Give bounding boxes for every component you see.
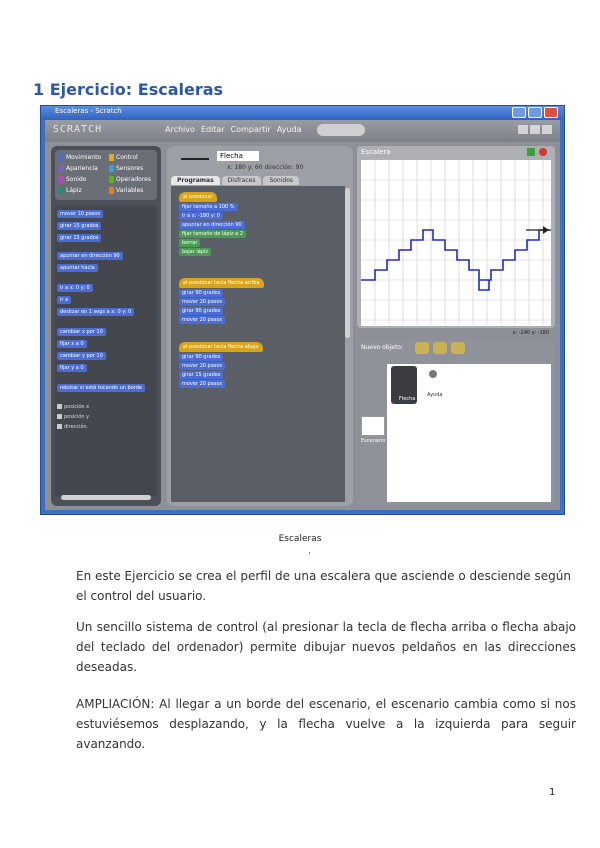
mouse-coords: x: -240 y: -180 [512,330,549,336]
script-block[interactable]: borrar [179,239,200,247]
random-sprite-icon[interactable] [451,342,465,354]
script-hat[interactable]: al presionar [179,192,217,202]
category-selector [55,150,157,200]
scripts-pane [171,186,345,502]
script-block[interactable]: mover 20 pasos [179,298,225,306]
sprite-direction: dirección: 90 [264,164,304,171]
script-block[interactable]: girar 15 grados [179,371,223,379]
caption-dot: · [308,549,311,559]
script-hat[interactable]: al presionar tecla flecha abajo [179,342,263,352]
menu-compartir[interactable]: Compartir [230,125,271,134]
block-palette [51,146,161,506]
stage-thumbnail-label: Escenario [361,438,386,444]
paragraph-control: Un sencillo sistema de control (al presionar la tecla de flecha arriba o flecha abajo del teclado del ordenador) permite dibujar nuevos peldaños en las direcciones deseadas. [76,620,576,674]
palette-block[interactable]: girar 15 grados [57,234,101,242]
tab-disfraces[interactable]: Disfraces [222,176,262,185]
palette-block[interactable]: ir a [57,296,71,304]
script-block[interactable]: girar 90 grados [179,307,223,315]
menu-bar [45,120,560,142]
presentation-icon[interactable] [542,125,552,134]
category-operadores[interactable]: Operadores [109,176,151,183]
palette-scrollbar[interactable] [61,495,151,500]
script-block[interactable]: girar 90 grados [179,353,223,361]
main-menu [165,125,302,134]
choose-sprite-icon[interactable] [433,342,447,354]
script-block[interactable]: mover 20 pasos [179,316,225,324]
script-block[interactable]: mover 20 pasos [179,380,225,388]
palette-block[interactable]: ir a x: 0 y: 0 [57,284,93,292]
checkbox-posicion-y[interactable]: posición y [57,414,89,420]
script-block[interactable]: apuntar en dirección 90 [179,221,245,229]
category-lapiz[interactable]: Lápiz [59,187,82,194]
scripts-area [167,146,353,506]
script-block[interactable]: girar 90 grados [179,289,223,297]
normal-stage-icon[interactable] [530,125,540,134]
window-titlebar [41,106,564,120]
palette-block[interactable]: mover 10 pasos [57,210,103,218]
category-variables[interactable]: Variables [109,187,143,194]
paint-sprite-icon[interactable] [415,342,429,354]
edit-tools[interactable] [317,124,365,136]
menu-archivo[interactable]: Archivo [165,125,195,134]
sprite-list [387,364,551,502]
small-stage-icon[interactable] [518,125,528,134]
palette-block[interactable]: apuntar en dirección 90 [57,252,123,260]
sprite-thumb-label: Flecha [399,396,416,402]
category-apariencia[interactable]: Apariencia [59,165,98,172]
script-block[interactable]: ir a x: -180 y: 0 [179,212,223,220]
category-sonido[interactable]: Sonido [59,176,86,183]
scratch-screenshot [40,105,565,515]
scratch-logo: SCRATCH [53,124,103,135]
stop-icon[interactable] [539,148,547,156]
stage-panel [357,146,555,328]
tab-programas[interactable]: Programas [171,176,220,185]
sprite-coords [227,164,303,171]
sprite-name-field[interactable]: Flecha [217,151,259,161]
stage-thumbnail[interactable] [361,416,385,436]
palette-block[interactable]: fijar y a 0 [57,364,87,372]
help-icon[interactable] [429,370,437,378]
menu-ayuda[interactable]: Ayuda [276,125,302,134]
minimize-icon[interactable] [512,107,526,118]
close-icon[interactable] [544,107,558,118]
script-block[interactable]: fijar tamaño a 100 % [179,203,238,211]
category-sensores[interactable]: Sensores [109,165,143,172]
palette-block[interactable]: cambiar x por 10 [57,328,106,336]
sprite-corral [357,340,555,506]
scripts-scrollbar[interactable] [345,188,350,338]
palette-block[interactable]: girar 15 grados [57,222,101,230]
category-movimiento[interactable]: Movimiento [59,154,101,161]
stage-canvas[interactable] [361,160,551,326]
page-number: 1 [549,787,556,798]
tab-sonidos[interactable]: Sonidos [263,176,299,185]
window-controls [512,107,558,118]
stage-title: Escalera [361,148,391,156]
palette-block[interactable]: rebotar si está tocando un borde [57,384,145,392]
section-heading: 1 Ejercicio: Escaleras [33,80,224,99]
paragraph-ampliacion: AMPLIACIÓN: Al llegar a un borde del escenario, el escenario cambia como si nos estuviésemos desplazando, y la flecha vuelve a la izquierda para seguir avanzando. [76,697,576,751]
editor-tabs [171,176,299,185]
category-control[interactable]: Control [109,154,138,161]
checkbox-direccion[interactable]: dirección [57,424,87,430]
scratch-app [45,120,560,510]
palette-blocks [55,206,157,496]
script-block[interactable]: fijar tamaño de lápiz a 2 [179,230,246,238]
figure-caption: Escaleras [278,534,322,544]
green-flag-icon[interactable] [527,148,535,156]
palette-block[interactable]: deslizar en 1 segs a x: 0 y: 0 [57,308,134,316]
new-object-label: Nuevo objeto: [361,344,403,351]
maximize-icon[interactable] [528,107,542,118]
sprite-y: y: 60 [247,164,263,171]
palette-block[interactable]: cambiar y por 10 [57,352,106,360]
sprite-thumb-flecha[interactable] [391,366,417,404]
sprite-x: x: 180 [227,164,246,171]
window-title: Escaleras - Scratch [55,107,122,115]
stage-status-bar [357,330,555,338]
sprite-arrow-icon [181,158,209,160]
palette-block[interactable]: apuntar hacia [57,264,98,272]
menu-editar[interactable]: Editar [200,125,225,134]
script-hat[interactable]: al presionar tecla flecha arriba [179,278,264,288]
stair-drawing [361,160,551,326]
script-block[interactable]: mover 20 pasos [179,362,225,370]
stage-size-buttons [518,125,552,134]
paragraph-intro: En este Ejercicio se crea el perfil de una escalera que asciende o desciende según el control del usuario. [76,569,571,603]
sprite-thumb-label: Ayuda [427,392,443,398]
script-block[interactable]: bajar lápiz [179,248,211,256]
checkbox-posicion-x[interactable]: posición x [57,404,89,410]
palette-block[interactable]: fijar x a 0 [57,340,87,348]
